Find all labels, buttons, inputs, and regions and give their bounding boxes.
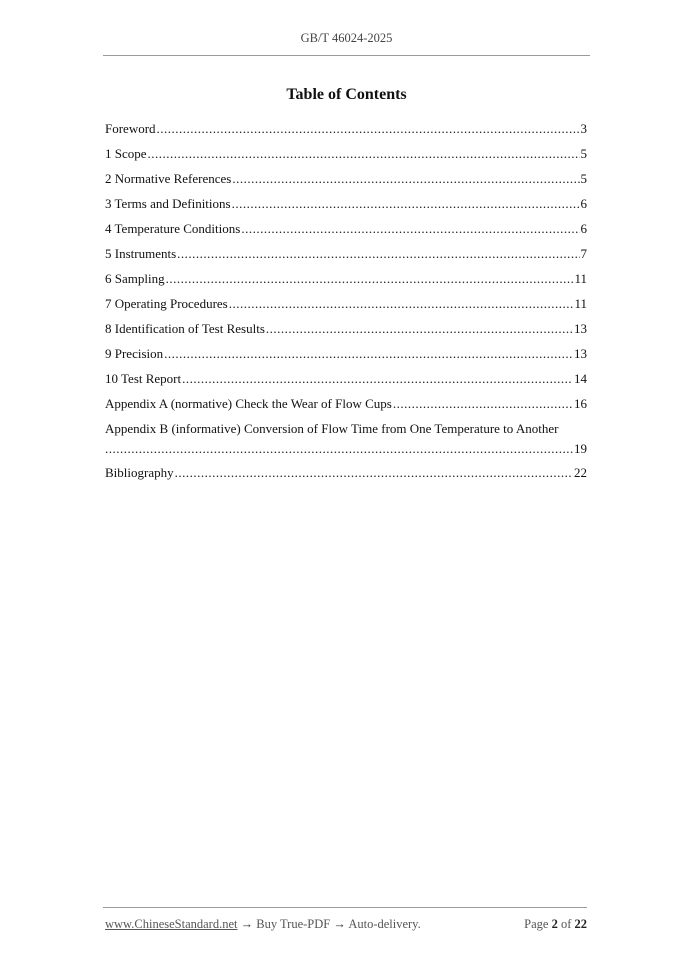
toc-leader-dots xyxy=(241,219,579,239)
toc-leader-dots xyxy=(175,463,573,483)
toc-entry-label: 9 Precision xyxy=(105,346,164,361)
page-number xyxy=(524,917,587,932)
toc-entry-terms-and-definitions[interactable] xyxy=(105,194,587,219)
toc-entry-continuation xyxy=(105,439,587,459)
site-link[interactable]: www.ChineseStandard.net xyxy=(105,917,238,931)
toc-entry-label: Appendix A (normative) Check the Wear of Flow Cups xyxy=(105,396,392,411)
header-divider xyxy=(103,55,590,56)
toc-entry-label: 6 Sampling xyxy=(105,271,165,286)
of-word: of xyxy=(560,917,572,931)
toc-entry-page: 11 xyxy=(574,296,587,311)
toc-leader-dots xyxy=(266,319,573,339)
toc-entry-label: Bibliography xyxy=(105,465,174,480)
toc-entry-page: 6 xyxy=(580,221,587,236)
toc-entry-temperature-conditions[interactable] xyxy=(105,219,587,244)
toc-leader-dots xyxy=(182,369,573,389)
page-footer xyxy=(105,917,587,932)
toc-entry-label: Foreword xyxy=(105,121,156,136)
toc-leader-dots xyxy=(232,169,579,189)
toc-leader-dots xyxy=(166,269,574,289)
footer-divider xyxy=(103,907,587,908)
current-page: 2 xyxy=(551,917,558,931)
toc-entry-page: 3 xyxy=(580,121,587,136)
toc-entry-page: 16 xyxy=(574,396,587,411)
toc-entry-label: 8 Identification of Test Results xyxy=(105,321,265,336)
auto-delivery-text: Auto-delivery. xyxy=(348,917,421,931)
page-word: Page xyxy=(524,917,549,931)
toc-leader-dots xyxy=(148,144,580,164)
toc-entry-page: 6 xyxy=(580,196,587,211)
toc-entry-page: 19 xyxy=(574,441,587,456)
document-code-header: GB/T 46024-2025 xyxy=(300,31,393,45)
toc-entry-label: 4 Temperature Conditions xyxy=(105,221,241,236)
toc-leader-dots xyxy=(232,194,580,214)
toc-leader-dots xyxy=(157,119,580,139)
toc-entry-label: 7 Operating Procedures xyxy=(105,296,228,311)
toc-entry-scope[interactable] xyxy=(105,144,587,169)
toc-entry-page: 5 xyxy=(580,171,587,186)
toc-entry-label: 10 Test Report xyxy=(105,371,182,386)
toc-leader-dots xyxy=(105,439,573,459)
toc-entry-identification-of-test-results[interactable] xyxy=(105,319,587,344)
toc-entry-label: 3 Terms and Definitions xyxy=(105,196,231,211)
toc-entry-page: 7 xyxy=(580,246,587,261)
toc-entry-page: 22 xyxy=(574,465,587,480)
arrow-right-icon: → xyxy=(240,917,254,931)
toc-leader-dots xyxy=(229,294,574,314)
toc-entry-bibliography[interactable] xyxy=(105,463,587,488)
toc-leader-dots xyxy=(393,394,573,414)
toc-entry-normative-references[interactable] xyxy=(105,169,587,194)
table-of-contents xyxy=(105,119,587,488)
toc-entry-instruments[interactable] xyxy=(105,244,587,269)
toc-entry-page: 13 xyxy=(574,346,587,361)
toc-entry-sampling[interactable] xyxy=(105,269,587,294)
toc-entry-precision[interactable] xyxy=(105,344,587,369)
toc-entry-label: 1 Scope xyxy=(105,146,147,161)
buy-true-pdf-link[interactable]: Buy True-PDF xyxy=(256,917,331,931)
toc-entry-appendix-b[interactable] xyxy=(105,419,587,463)
toc-leader-dots xyxy=(177,244,579,264)
toc-entry-page: 11 xyxy=(574,271,587,286)
toc-entry-label: Appendix B (informative) Conversion of Flow Time from One Temperature to Another xyxy=(105,421,559,436)
toc-entry-test-report[interactable] xyxy=(105,369,587,394)
toc-entry-page: 13 xyxy=(574,321,587,336)
total-pages: 22 xyxy=(574,917,587,931)
toc-leader-dots xyxy=(164,344,573,364)
arrow-right-icon: → xyxy=(333,917,346,931)
toc-entry-page: 14 xyxy=(574,371,587,386)
toc-entry-operating-procedures[interactable] xyxy=(105,294,587,319)
toc-entry-label: 5 Instruments xyxy=(105,246,177,261)
toc-entry-foreword[interactable] xyxy=(105,119,587,144)
toc-heading: Table of Contents xyxy=(286,86,407,103)
toc-entry-appendix-a[interactable] xyxy=(105,394,587,419)
footer-promo xyxy=(105,917,421,932)
toc-entry-label: 2 Normative References xyxy=(105,171,232,186)
toc-entry-page: 5 xyxy=(580,146,587,161)
